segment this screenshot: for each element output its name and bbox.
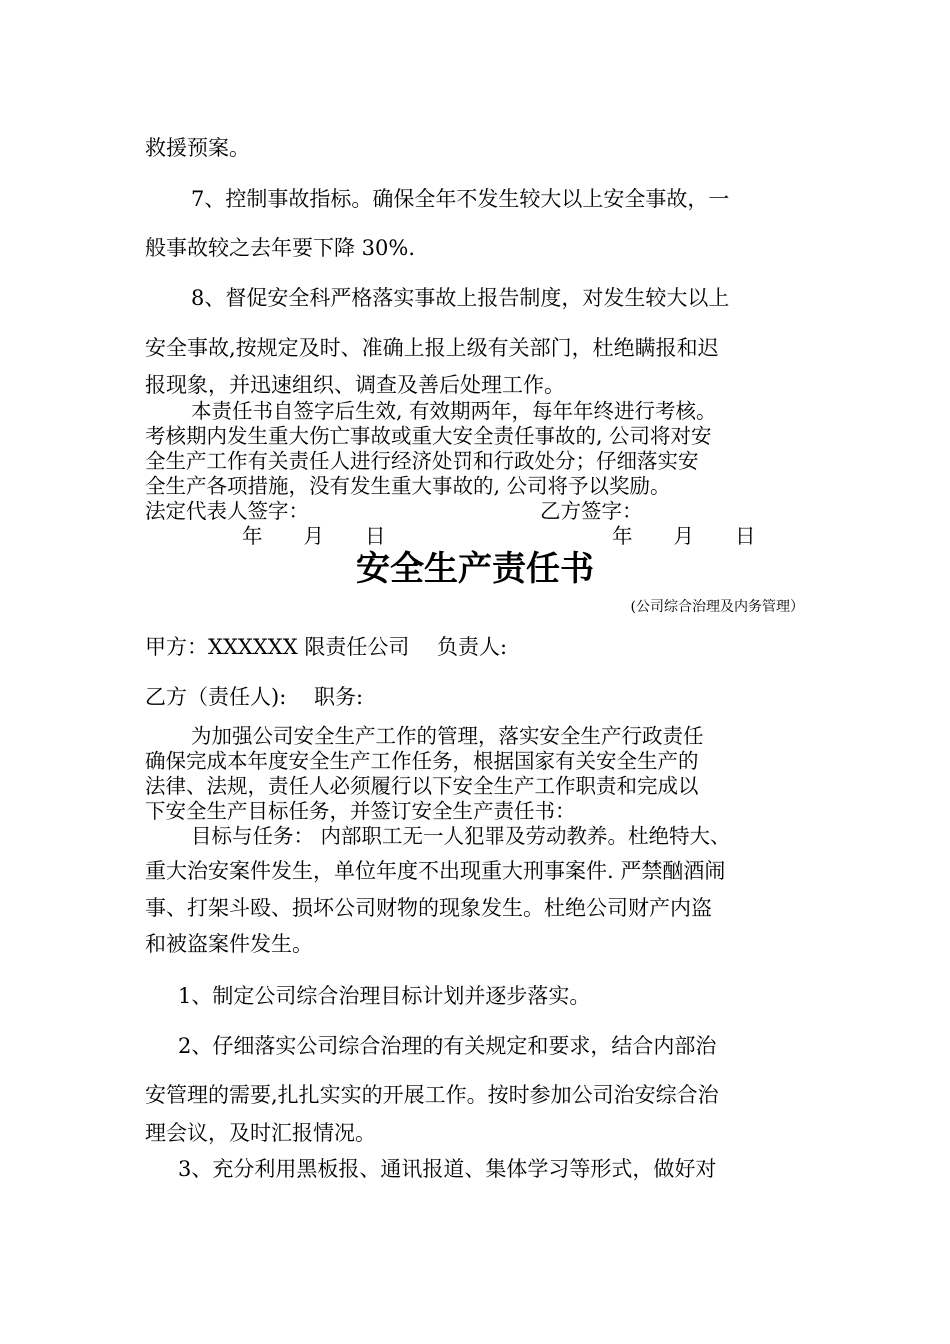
goal-line-2: 重大治安案件发生，单位年度不出现重大刑事案件. 严禁酗酒闹: [145, 859, 726, 883]
intro-line-1: 为加强公司安全生产工作的管理，落实安全生产行政责任: [191, 724, 704, 748]
item-3-line-1: 3、充分利用黑板报、通讯报道、集体学习等形式，做好对: [178, 1157, 717, 1181]
party-a-line: 甲方：XXXXXX 限责任公司 负责人:: [145, 635, 508, 659]
item-7-line-1: 7、控制事故指标。确保全年不发生较大以上安全事故，一: [191, 187, 730, 211]
goal-line-3: 事、打架斗殴、损坏公司财物的现象发生。杜绝公司财产内盗: [145, 896, 712, 920]
item-2-line-1: 2、仔细落实公司综合治理的有关规定和要求，结合内部治: [178, 1034, 717, 1058]
item-7-line-2: 般事故较之去年要下降 30%.: [145, 236, 416, 260]
party-b-signature-label: 乙方签字：: [540, 499, 643, 523]
goal-line-1: 目标与任务： 内部职工无一人犯罪及劳动教养。杜绝特大、: [191, 824, 731, 848]
party-a-date: 年 月 日: [242, 524, 386, 548]
item-2-line-3: 理会议，及时汇报情况。: [145, 1121, 376, 1145]
goal-line-4: 和被盗案件发生。: [145, 932, 313, 956]
document-title: 安全生产责任书: [356, 549, 594, 589]
intro-line-3: 法律、法规，责任人必须履行以下安全生产工作职责和完成以: [145, 774, 699, 798]
validity-line-2: 考核期内发生重大伤亡事故或重大安全责任事故的, 公司将对安: [145, 424, 712, 448]
item-2-line-2: 安管理的需要,扎扎实实的开展工作。按时参加公司治安综合治: [145, 1083, 719, 1107]
intro-line-2: 确保完成本年度安全生产工作任务，根据国家有关安全生产的: [145, 749, 699, 773]
validity-line-4: 全生产各项措施，没有发生重大事故的, 公司将予以奖励。: [145, 474, 671, 498]
intro-line-4: 下安全生产目标任务，并签订安全生产责任书：: [145, 799, 576, 823]
prev-paragraph-end: 救援预案。: [145, 136, 250, 160]
item-8-line-1: 8、督促安全科严格落实事故上报告制度，对发生较大以上: [191, 286, 730, 310]
validity-line-3: 全生产工作有关责任人进行经济处罚和行政处分；仔细落实安: [145, 449, 699, 473]
item-8-line-3: 报现象，并迅速组织、调查及善后处理工作。: [145, 373, 565, 397]
item-8-line-2: 安全事故,按规定及时、准确上报上级有关部门，杜绝瞒报和迟: [145, 336, 719, 360]
party-b-date: 年 月 日: [612, 524, 756, 548]
party-a-signature-label: 法定代表人签字：: [145, 499, 309, 523]
document-subtitle: (公司综合治理及内务管理）: [630, 599, 804, 615]
item-1-line: 1、制定公司综合治理目标计划并逐步落实。: [178, 984, 591, 1008]
validity-line-1: 本责任书自签字后生效, 有效期两年，每年年终进行考核。: [191, 399, 717, 423]
party-b-line: 乙方（责任人): 职务:: [145, 685, 364, 709]
